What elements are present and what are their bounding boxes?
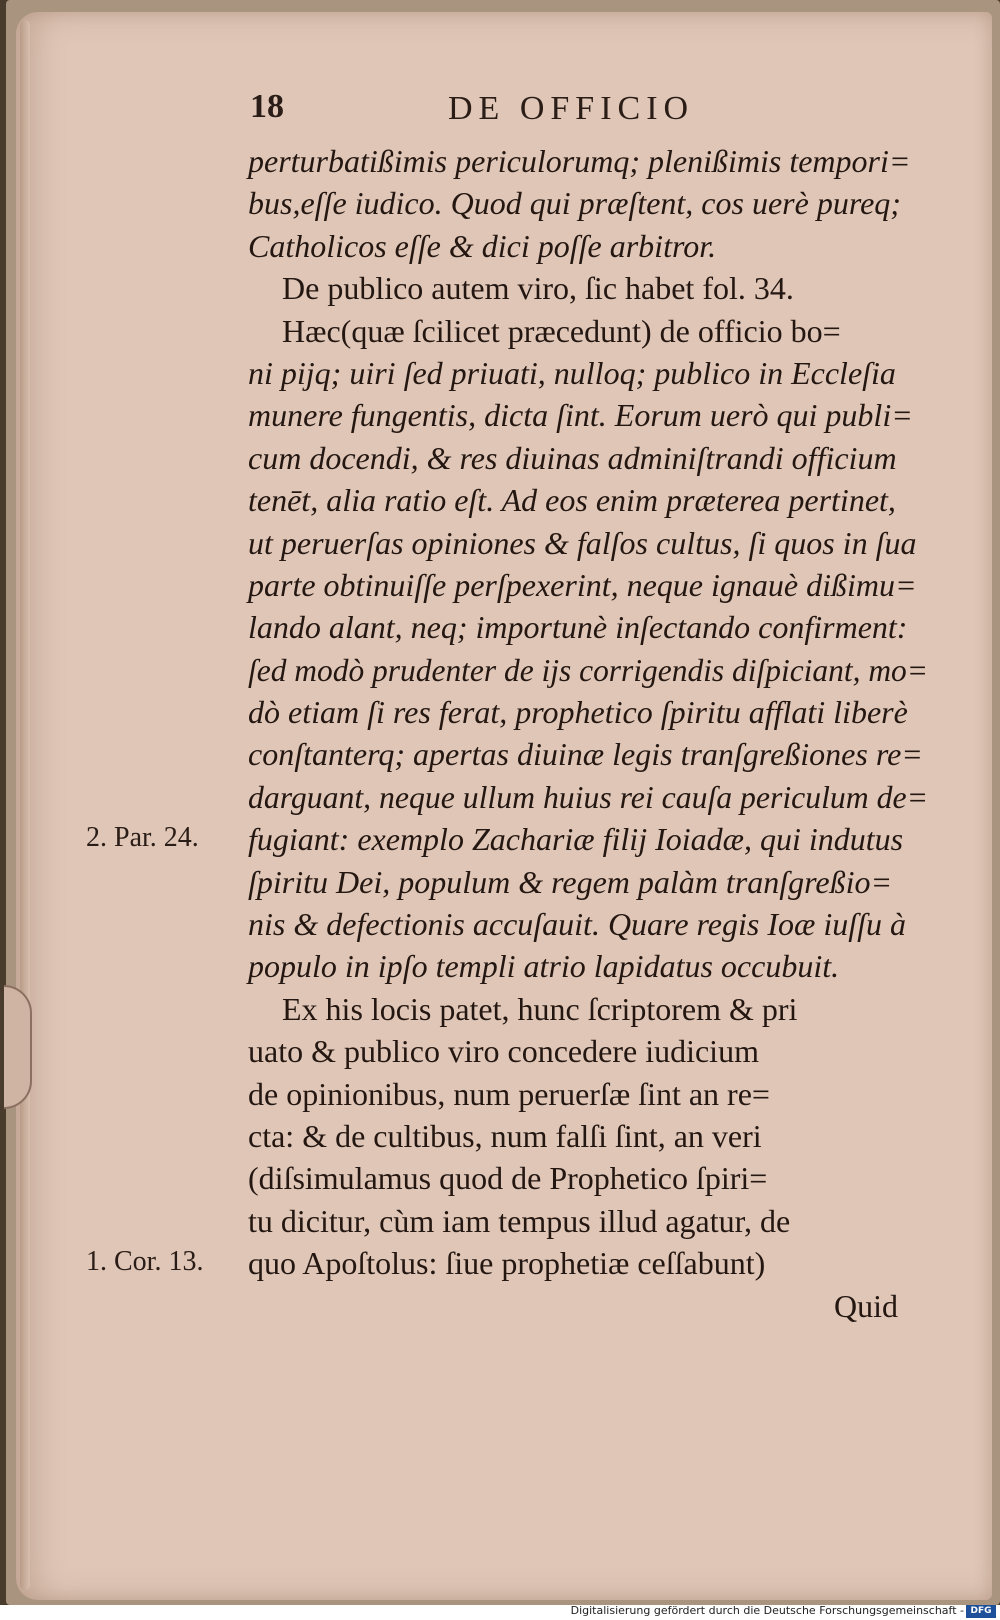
text-line: darguant, neque ullum huius rei cauſa periculum de= <box>248 778 928 815</box>
text-line: munere fungentis, dicta ſint. Eorum uerò qui publi= <box>248 397 913 434</box>
text-line: conſtanterq; apertas diuinæ legis tranſgreßiones re= <box>248 736 923 773</box>
text-line: perturbatißimis periculorumq; plenißimis tempori= <box>248 143 911 179</box>
marginal-note: 2. Par. 24. <box>86 822 199 854</box>
running-head: DE OFFICIO <box>448 90 695 127</box>
page-gutter <box>20 20 30 1590</box>
text-line: populo in ipſo templi atrio lapidatus occubuit. <box>248 948 840 985</box>
main-text <box>248 140 928 1327</box>
clasp-tab <box>4 985 32 1109</box>
catchword: Quid <box>834 1287 898 1324</box>
dfg-logo: DFG <box>966 1605 996 1618</box>
text-line: dò etiam ſi res ferat, prophetico ſpiritu afflati liberè <box>248 694 908 731</box>
digitization-credit: Digitalisierung gefördert durch die Deutsche Forschungsgemeinschaft - <box>570 1604 964 1617</box>
text-line: ſpiritu Dei, populum & regem palàm tranſgreßio= <box>248 863 893 900</box>
text-line: ut peruerſas opiniones & falſos cultus, ſi quos in ſua <box>248 524 917 561</box>
text-line: fugiant: exemplo Zachariæ filij Ioiadæ, qui indutus <box>248 821 904 858</box>
text-line: ſed modò prudenter de ijs corrigendis diſpiciant, mo= <box>248 651 928 688</box>
text-line: uato & publico viro concedere iudicium <box>248 1033 759 1070</box>
text-line: cta: & de cultibus, num falſi ſint, an veri <box>248 1117 762 1154</box>
text-line: cum docendi, & res diuinas adminiſtrandi officium <box>248 439 897 476</box>
text-line: bus,eſſe iudico. Quod qui præſtent, cos uerè pureq; <box>248 185 901 222</box>
text-line: lando alant, neq; importunè inſectando confirment: <box>248 609 908 646</box>
text-line: de opinionibus, num peruerſæ ſint an re= <box>248 1075 770 1112</box>
text-line: Hæc(quæ ſcilicet præcedunt) de officio bo= <box>282 312 841 349</box>
folio-number: 18 <box>250 88 284 125</box>
text-line: Ex his locis patet, hunc ſcriptorem & pri <box>282 990 798 1027</box>
text-line: tenēt, alia ratio eſt. Ad eos enim præterea pertinet, <box>248 482 896 519</box>
text-line: Catholicos eſſe & dici poſſe arbitror. <box>248 227 717 264</box>
marginal-note: 1. Cor. 13. <box>86 1246 204 1278</box>
text-line: nis & defectionis accuſauit. Quare regis Ioæ iuſſu à <box>248 906 906 943</box>
text-line: ni pijq; uiri ſed priuati, nulloq; publico in Eccleſia <box>248 354 896 391</box>
text-line: De publico autem viro, ſic habet fol. 34. <box>282 270 794 307</box>
text-line: quo Apoſtolus: ſiue prophetiæ ceſſabunt) <box>248 1245 766 1282</box>
text-line: parte obtinuiſſe perſpexerint, neque ignauè dißimu= <box>248 566 917 603</box>
page-header <box>250 88 910 138</box>
text-line: tu dicitur, cùm iam tempus illud agatur, de <box>248 1202 791 1239</box>
text-line: (diſsimulamus quod de Prophetico ſpiri= <box>248 1160 768 1197</box>
